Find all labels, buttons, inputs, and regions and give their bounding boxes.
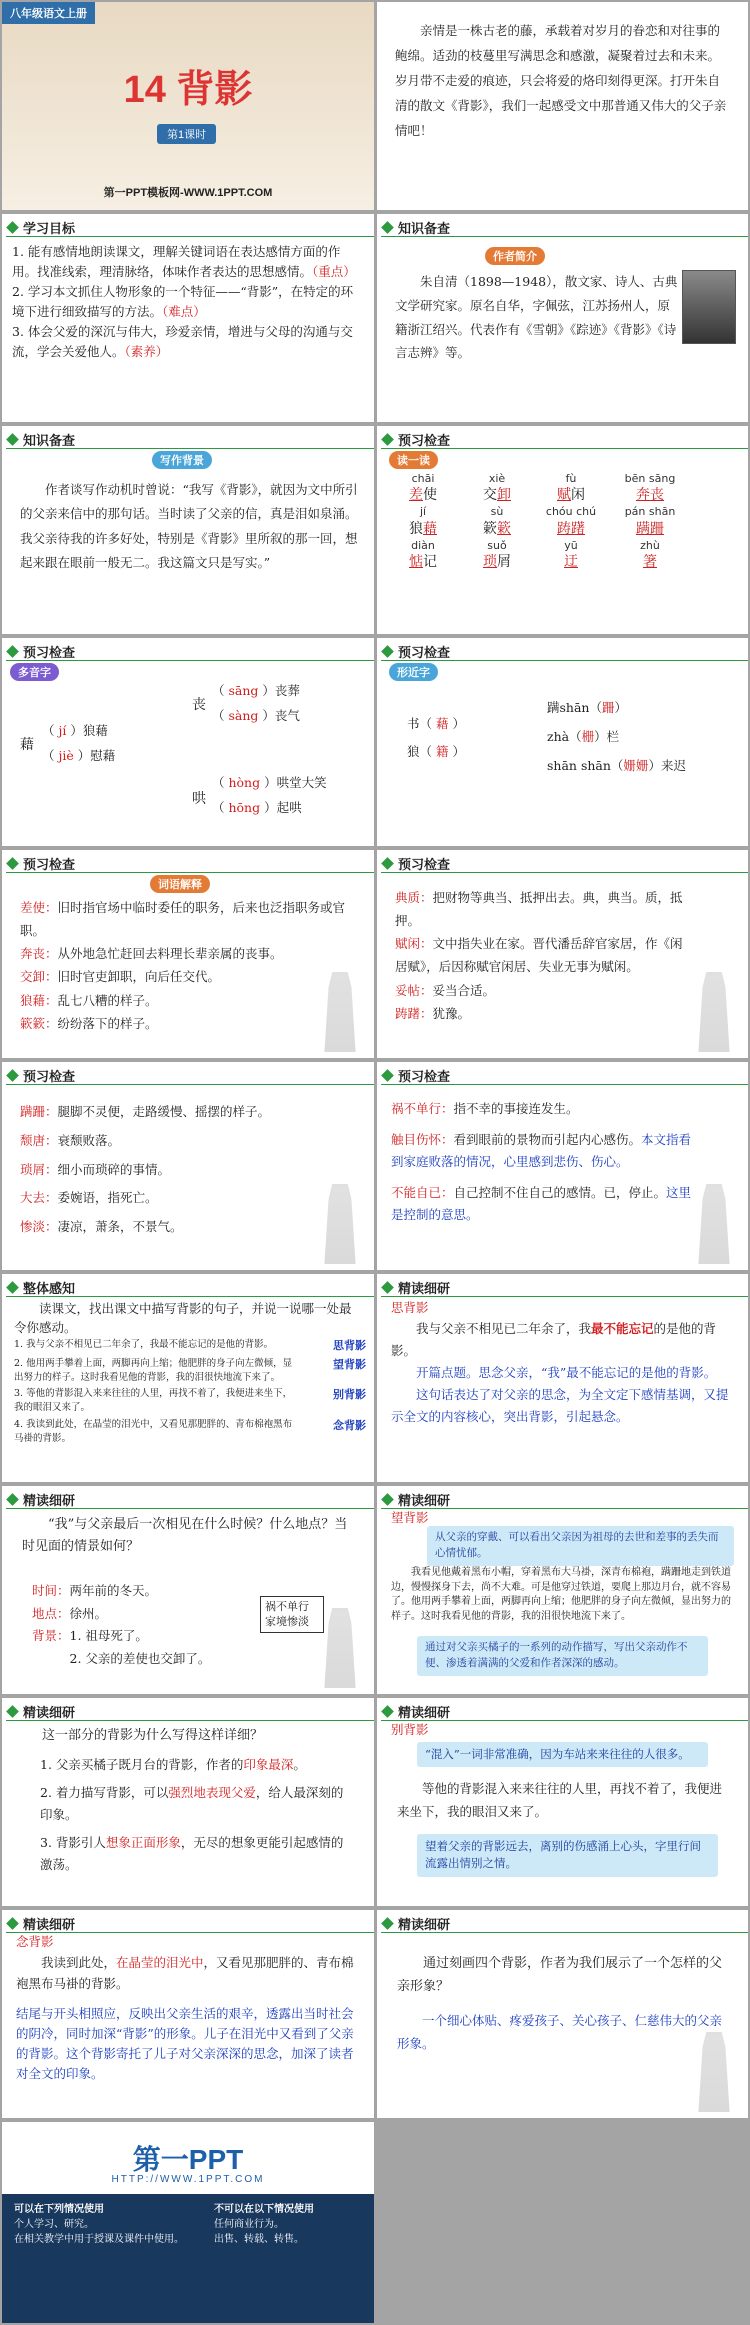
word bbox=[483, 554, 511, 570]
pron-item bbox=[393, 505, 453, 537]
word-part: 赋 bbox=[557, 487, 571, 504]
overall-list bbox=[14, 1338, 366, 1449]
cover-title: 14 背影 bbox=[123, 69, 253, 111]
definition: 把财物等典当、抵押出去。典，典当。质，抵押。 bbox=[395, 890, 683, 929]
lesson-button[interactable]: 第1课时 bbox=[157, 124, 216, 144]
intro-text: 亲情是一株古老的藤，承载着对岁月的眷恋和对往事的鲍绵。适劲的枝蔓里写满思念和感激，凝聚着过去和未来。岁月带不走爱的痕迹，只会将爱的烙印刻得更深。打开朱自清的散文《背影》，我们一起感受文中那普通又伟大的父子亲情吧！ bbox=[395, 23, 727, 138]
term: 惨淡： bbox=[20, 1219, 58, 1234]
word-entry bbox=[20, 1156, 358, 1185]
note-box: “混入”一词非常准确，因为车站来来往往的人很多。 bbox=[417, 1742, 708, 1767]
pinyin: pán shān bbox=[624, 505, 676, 519]
close5-slide: 精读细研 别背影 “混入”一词非常准确，因为车站来来往往的人很多。 等他的背影混入来来往往的人里，再找不着了，我便进来坐下，我的眼泪又来了。 望着父亲的背影远去，离别的伤感涌上心头，字里行间流露出情别之情。 bbox=[377, 1698, 748, 1906]
term: 踌躇： bbox=[395, 1005, 433, 1021]
similar-slide: 预习检查 形近字 书（ 藉 ） 狼（ 籍 ） 蹒shān（跚） zhà（栅）栏 shān shān（姗姗）来迟 bbox=[377, 638, 748, 846]
definition: 凄凉，萧条，不景气。 bbox=[57, 1219, 183, 1234]
overall-slide: 整体感知 读课文，找出课文中描写背影的句子，并说一说哪一处最令你感动。 1. 我与父亲不相见已二年余了，我最不能忘记的是他的背影。 思背影 2. 他用两手攀着上面，两脚再向上缩；他肥胖的身子向左微倾，显出努力的样子。这时我看见他的背影，我的泪很快地流下来了。 望背影 3. 等他的背影混入来来往往的人里，再找不着了，我便进来坐下，我的眼泪又来了。 别背影 4. 我读到此处，在晶莹的泪光中，又看见那肥胖的、青布棉袍黑布马褂的背影。 念背影 bbox=[2, 1274, 374, 1482]
read-chip: 读一读 bbox=[389, 451, 438, 469]
pron-item bbox=[467, 472, 527, 504]
answer-item bbox=[40, 1832, 354, 1876]
question: 这一部分的背影为什么写得这样详细？ bbox=[42, 1728, 264, 1743]
pinyin: chóu chú bbox=[545, 505, 597, 519]
overall-label: 念背影 bbox=[333, 1419, 366, 1432]
words4-slide: 预习检查 祸不单行：指不幸的事接连发生。 触目伤怀：看到眼前的景物而引起内心感伤。本文指看到家庭败落的情况，心里感到悲伤、伤心。 不能自已：自己控制不住自己的感情。已，停止。这里是控制的意思。 bbox=[377, 1062, 748, 1270]
ad-slide: 第一PPT HTTP://WWW.1PPT.COM 可以在下列情况使用 个人学习、研究。 在相关教学中用于授课及课件中使用。 不可以在以下情况使用 任何商业行为。 出售、转载、转售。 bbox=[2, 2122, 374, 2323]
word-part: 闲 bbox=[571, 487, 585, 504]
objectives-slide: 学习目标 1. 能有感情地朗读课文，理解关键词语在表达感情方面的作用。找准线索，理清脉络，体味作者表达的思想感情。（重点） 2. 学习本文抓住人物形象的一个特征——“背影”，在特定的环境下进行细致描写的方法。（难点） 3. 体会父爱的深沉与伟大，珍爱亲情，增进与父母的沟通与交流，学会关爱他人。（素养） bbox=[2, 214, 374, 422]
close-sub: 念背影 bbox=[16, 1934, 54, 1949]
diamond-icon bbox=[6, 857, 19, 870]
word bbox=[557, 521, 585, 537]
close4-slide: 精读细研 这一部分的背影为什么写得这样详细？ 1. 父亲买橘子既月台的背影，作者的印象最深。 2. 着力描写背影，可以强烈地表现父爱，给人最深刻的印象。 3. 背影引人想象正面形象，无尽的想象更能引起感情的激荡。 bbox=[2, 1698, 374, 1906]
author-slide: 知识备查 作者简介 朱自清（1898—1948），散文家、诗人、古典文学研究家。原名自华，字佩弦，江苏扬州人，原籍浙江绍兴。代表作有《雪朝》《踪迹》《背影》《诗言志辨》等。 bbox=[377, 214, 748, 422]
word bbox=[564, 554, 578, 570]
term: 簌簌： bbox=[20, 1015, 58, 1031]
word-list bbox=[20, 1098, 358, 1242]
word-list bbox=[395, 886, 688, 1025]
word-part: 记 bbox=[423, 553, 437, 570]
word-entry bbox=[20, 1012, 358, 1035]
close3-slide: 精读细研 望背影 从父亲的穿戴、可以看出父亲因为祖母的去世和差事的丢失而心情忧郁。 我看见他戴着黑布小帽，穿着黑布大马褂，深青布棉袍，蹒跚地走到铁道边，慢慢探身下去，尚不大难。可是他穿过铁道，要爬上那边月台，就不容易了。他用两手攀着上面，两脚再向上缩；他肥胖的身子向左微倾，显出努力的样子。这时我看见他的背影，我的泪很快地流下来了。 通过对父亲买橘子的一系列的动作描写，写出父亲动作不便、渗透着满满的父爱和作者深深的感动。 bbox=[377, 1486, 748, 1694]
pinyin: sù bbox=[490, 505, 504, 519]
note-box: 从父亲的穿戴、可以看出父亲因为祖母的去世和差事的丢失而心情忧郁。 bbox=[427, 1526, 734, 1566]
answer-part: ，给人最深刻的印象。 bbox=[40, 1784, 344, 1822]
diamond-icon bbox=[6, 1917, 19, 1930]
poly-slide: 预习检查 多音字 藉 （ jí ）狼藉 （ jiè ）慰藉 丧 （ sāng ）丧葬 （ sàng ）丧气 哄 （ hòng ）哄堂大笑 （ hōng ）起哄 bbox=[2, 638, 374, 846]
word bbox=[557, 487, 585, 503]
word bbox=[643, 554, 657, 570]
word-part: 交 bbox=[483, 487, 497, 504]
diamond-icon bbox=[381, 1069, 394, 1082]
diamond-icon bbox=[6, 1069, 19, 1082]
figure-decoration bbox=[688, 1164, 740, 1264]
word-part: 惦 bbox=[409, 553, 423, 570]
pinyin: diàn bbox=[411, 538, 435, 552]
word-part: 箸 bbox=[643, 553, 657, 570]
diamond-icon bbox=[381, 433, 394, 446]
answer: 一个细心体贴、疼爱孩子、关心孩子、仁慈伟大的父亲形象。 bbox=[397, 2013, 723, 2051]
pinyin: fù bbox=[565, 472, 577, 485]
diamond-icon bbox=[381, 1917, 394, 1930]
similar-chip: 形近字 bbox=[389, 663, 438, 681]
pron-item bbox=[467, 505, 527, 537]
definition: 腿脚不灵便，走路缓慢、摇摆的样子。 bbox=[57, 1104, 271, 1119]
word-part: 屑 bbox=[497, 553, 511, 570]
word-entry bbox=[391, 1129, 694, 1174]
logo-url[interactable]: HTTP://WWW.1PPT.COM bbox=[111, 2174, 265, 2185]
poly-char: 丧 bbox=[192, 697, 206, 713]
term: 妥帖： bbox=[395, 982, 433, 998]
grade-tag: 八年级语文上册 bbox=[2, 2, 95, 24]
words2-slide: 预习检查 典质：把财物等典当、抵押出去。典，典当。质，抵押。 赋闲：文中指失业在家。晋代潘岳辞官家居，作《闲居赋》，后因称赋官闲居、失业无事为赋闲。 妥帖：妥当合适。 踌躇：犹豫。 bbox=[377, 850, 748, 1058]
words3-slide: 预习检查 蹒跚：腿脚不灵便，走路缓慢、摇摆的样子。 颓唐：衰颓败落。 琐屑：细小而琐碎的事情。 大去：委婉语，指死亡。 惨淡：凄凉，萧条，不景气。 bbox=[2, 1062, 374, 1270]
term: 大去： bbox=[20, 1190, 58, 1206]
word-part: 使 bbox=[423, 487, 437, 504]
passage: 等他的背影混入来来往往的人里，再找不着了，我便进来坐下，我的眼泪又来了。 bbox=[397, 1781, 723, 1819]
overall-item bbox=[14, 1338, 366, 1354]
pinyin: zhù bbox=[640, 538, 660, 552]
definition: 乱七八糟的样子。 bbox=[57, 992, 158, 1008]
overall-label: 别背影 bbox=[333, 1388, 366, 1402]
diamond-icon bbox=[6, 1705, 19, 1718]
cover-slide bbox=[2, 2, 374, 210]
term: 典质： bbox=[395, 890, 433, 905]
word bbox=[483, 521, 511, 537]
background-text: 作者谈写作动机时曾说：“我写《背影》，就因为文中所引的父亲来信中的那句话。当时读了父亲的信，真是泪如泉涌。我父亲待我的许多好处，特别是《背影》里所叙的那一回，想起来跟在眼前一般无二。我这篇文只是写实。” bbox=[20, 482, 358, 571]
definition: 衰颓败落。 bbox=[57, 1132, 121, 1148]
definition: 自己控制不住自己的感情。已，停止。 bbox=[453, 1184, 667, 1200]
definition: 旧时官吏卸职，向后任交代。 bbox=[57, 969, 221, 985]
word bbox=[636, 521, 664, 537]
term: 交卸： bbox=[20, 969, 58, 985]
overall-item bbox=[14, 1418, 366, 1446]
close2-slide: 精读细研 “我”与父亲最后一次相见在什么时候？什么地点？当时见面的情景如何？ 时间：两年前的冬天。 地点：徐州。 背景：1. 祖母死了。 2. 父亲的差使也交卸了。 祸不单行 家境惨淡 bbox=[2, 1486, 374, 1694]
answer-key: 想象正面形象 bbox=[105, 1834, 181, 1850]
pron-item bbox=[393, 472, 453, 504]
close-sub: 思背影 bbox=[391, 1300, 429, 1315]
answer-item bbox=[40, 1782, 354, 1826]
term: 琐屑： bbox=[20, 1161, 58, 1177]
definition: 旧时指官场中临时委任的职务，后来也泛指职务或官职。 bbox=[20, 900, 346, 939]
word-entry bbox=[20, 989, 358, 1012]
pinyin: suǒ bbox=[487, 538, 507, 552]
word-part: 奔丧 bbox=[636, 487, 664, 504]
term: 不能自已： bbox=[391, 1184, 454, 1200]
diamond-icon bbox=[6, 645, 19, 658]
diamond-icon bbox=[6, 1281, 19, 1294]
word-entry bbox=[20, 1184, 358, 1213]
overall-text: 1. 我与父亲不相见已二年余了，我最不能忘记的是他的背影。 bbox=[14, 1339, 274, 1350]
overall-text: 4. 我读到此处，在晶莹的泪光中，又看见那肥胖的、青布棉袍黑布马褂的背影。 bbox=[14, 1419, 293, 1444]
words-chip: 词语解释 bbox=[150, 875, 210, 893]
answer-key: 强烈地表现父爱 bbox=[168, 1784, 256, 1800]
answer-part: ，无尽的想象更能引起感情的激荡。 bbox=[40, 1834, 344, 1872]
word bbox=[409, 554, 437, 570]
word-entry bbox=[395, 932, 688, 978]
author-text: 朱自清（1898—1948），散文家、诗人、古典文学研究家。原名自华，字佩弦，江苏扬州人，原籍浙江绍兴。代表作有《雪朝》《踪迹》《背影》《诗言志辨》等。 bbox=[395, 274, 678, 361]
poly-char: 哄 bbox=[192, 791, 206, 807]
answer-part: 3. 背影引人 bbox=[40, 1834, 106, 1850]
pronunciation-list bbox=[393, 472, 740, 572]
word-entry bbox=[395, 979, 688, 1002]
diamond-icon bbox=[381, 1281, 394, 1294]
word-part: 狼 bbox=[409, 520, 423, 537]
definition: 纷纷落下的样子。 bbox=[57, 1015, 158, 1031]
overall-text: 2. 他用两手攀着上面，两脚再向上缩；他肥胖的身子向左微倾，显出努力的样子。这时我看见他的背影，我的泪很快地流下来了。 bbox=[14, 1357, 293, 1383]
passage: 我看见他戴着黑布小帽，穿着黑布大马褂，深青布棉袍，蹒跚地走到铁道边，慢慢探身下去，尚不大难。可是他穿过铁道，要爬上那边月台，就不容易了。他用两手攀着上面，两脚再向上缩；他肥胖的身子向左微倾，显出努力的样子。这时我看见他的背影，我的泪很快地流下来了。 bbox=[391, 1567, 731, 1622]
intro-slide bbox=[377, 2, 748, 210]
pron-item bbox=[467, 539, 527, 571]
diamond-icon bbox=[381, 1705, 394, 1718]
summary-box: 祸不单行 家境惨淡 bbox=[260, 1596, 324, 1633]
term: 奔丧： bbox=[20, 946, 58, 962]
overall-label: 望背影 bbox=[333, 1357, 366, 1371]
diamond-icon bbox=[381, 221, 394, 234]
note-box: 通过对父亲买橘子的一系列的动作描写，写出父亲动作不便、渗透着满满的父爱和作者深深的感动。 bbox=[417, 1636, 708, 1676]
answer-item bbox=[40, 1754, 354, 1776]
author-chip: 作者简介 bbox=[477, 246, 553, 266]
word bbox=[409, 521, 437, 537]
pron-item bbox=[541, 472, 601, 504]
word-list bbox=[391, 1098, 694, 1235]
word-entry bbox=[20, 1098, 358, 1127]
word-part: 踌躇 bbox=[557, 520, 585, 537]
definition: 委婉语，指死亡。 bbox=[57, 1190, 158, 1206]
note: 结尾与开头相照应，反映出父亲生活的艰辛，透露出当时社会的阴冷，同时加深“背影”的形象。儿子在泪光中又看到了父亲的背影。这个背影寄托了儿子对父亲深深的思念，加深了读者对全文的印象。 bbox=[16, 2006, 354, 2081]
word bbox=[483, 487, 511, 503]
read-slide: 预习检查 读一读 chāi 差使 xiè 交卸 fù 赋闲 bēn sāng 奔丧 jí 狼藉 sù 簌簌 chóu chú 踌躇 pán shān 蹒跚 diàn 惦记 suǒ 琐屑 yū 迂 zhù 箸 bbox=[377, 426, 748, 634]
cover-source: 第一PPT模板网-WWW.1PPT.COM bbox=[103, 187, 273, 199]
word-entry bbox=[391, 1098, 694, 1121]
pron-item bbox=[541, 505, 601, 537]
word-entry bbox=[20, 1213, 358, 1242]
note-box: 望着父亲的背影远去，离别的伤感涌上心头，字里行间流露出情别之情。 bbox=[417, 1834, 718, 1877]
definition: 从外地急忙赶回去料理长辈亲属的丧事。 bbox=[57, 946, 283, 962]
overall-intro: 读课文，找出课文中描写背影的句子，并说一说哪一处最令你感动。 bbox=[14, 1301, 352, 1335]
word-part: 蹒跚 bbox=[636, 520, 664, 537]
diamond-icon bbox=[6, 221, 19, 234]
close7-slide: 精读细研 通过刻画四个背影，作者为我们展示了一个怎样的父亲形象？ 一个细心体贴、疼爱孩子、关心孩子、仁慈伟大的父亲形象。 bbox=[377, 1910, 748, 2118]
pinyin: xiè bbox=[488, 472, 506, 485]
term: 狼藉： bbox=[20, 992, 58, 1008]
word-part: 琐 bbox=[483, 553, 497, 570]
definition: 妥当合适。 bbox=[432, 982, 496, 998]
overall-label: 思背影 bbox=[333, 1339, 366, 1352]
word-entry bbox=[391, 1182, 694, 1227]
diamond-icon bbox=[381, 645, 394, 658]
pinyin: jí bbox=[419, 505, 427, 519]
answer-part: 1. 父亲买橘子既月台的背影，作者的 bbox=[40, 1757, 244, 1772]
term: 差使： bbox=[20, 900, 58, 915]
word-part: 簌 bbox=[483, 520, 497, 537]
word-entry bbox=[20, 1127, 358, 1156]
close-sub: 望背影 bbox=[391, 1510, 429, 1525]
diamond-icon bbox=[381, 857, 394, 870]
diamond-icon bbox=[381, 1493, 394, 1506]
term: 蹒跚： bbox=[20, 1104, 58, 1119]
extra: 本文指看到家庭败落的情况，心里感到悲伤、伤心。 bbox=[391, 1131, 692, 1169]
diamond-icon bbox=[6, 1493, 19, 1506]
section-header: 学习目标 bbox=[6, 218, 75, 237]
logo: 第一PPT bbox=[132, 2144, 244, 2175]
author-portrait bbox=[682, 270, 736, 344]
pinyin: bēn sāng bbox=[624, 472, 676, 485]
word-part: 卸 bbox=[497, 487, 511, 504]
words1-slide: 预习检查 词语解释 差使：旧时指官场中临时委任的职务，后来也泛指职务或官职。 奔丧：从外地急忙赶回去料理长辈亲属的丧事。 交卸：旧时官吏卸职，向后任交代。 狼藉：乱七八糟的样子。 簌簌：纷纷落下的样子。 bbox=[2, 850, 374, 1058]
pron-item bbox=[615, 539, 685, 571]
answer-list bbox=[40, 1754, 354, 1881]
definition: 看到眼前的景物而引起内心感伤。 bbox=[453, 1131, 642, 1147]
definition: 细小而琐碎的事情。 bbox=[57, 1161, 171, 1177]
word-part: 簌 bbox=[497, 520, 511, 537]
close-sub: 别背影 bbox=[391, 1722, 429, 1737]
figure-decoration bbox=[688, 952, 740, 1052]
word bbox=[636, 487, 664, 503]
term: 赋闲： bbox=[395, 936, 433, 952]
word-entry bbox=[20, 896, 358, 942]
definition: 文中指失业在家。晋代潘岳辞官家居，作《闲居赋》，后因称赋官闲居、失业无事为赋闲。 bbox=[395, 936, 683, 975]
answer-part: 2. 着力描写背影，可以 bbox=[40, 1784, 169, 1800]
question: 通过刻画四个背影，作者为我们展示了一个怎样的父亲形象？ bbox=[397, 1956, 723, 1995]
word-entry bbox=[20, 965, 358, 988]
overall-item bbox=[14, 1357, 366, 1385]
pron-item bbox=[615, 472, 685, 504]
answer-key: 印象最深 bbox=[243, 1757, 294, 1772]
definition: 犹豫。 bbox=[432, 1005, 471, 1021]
word-entry bbox=[395, 886, 688, 932]
diamond-icon bbox=[6, 433, 19, 446]
overall-item bbox=[14, 1387, 366, 1415]
background-slide: 知识备查 写作背景 作者谈写作动机时曾说：“我写《背影》，就因为文中所引的父亲来信中的那句话。当时读了父亲的信，真是泪如泉涌。我父亲待我的许多好处，特别是《背影》里所叙的那一回，想起来跟在眼前一般无二。我这篇文只是写实。” bbox=[2, 426, 374, 634]
word-part: 藉 bbox=[423, 520, 437, 537]
pron-item bbox=[615, 505, 685, 537]
overall-text: 3. 等他的背影混入来来往往的人里，再找不着了，我便进来坐下，我的眼泪又来了。 bbox=[14, 1388, 293, 1414]
word bbox=[409, 487, 437, 503]
close1-slide: 精读细研 思背影 我与父亲不相见已二年余了，我最不能忘记的是他的背影。 开篇点题。思念父亲，“我”最不能忘记的是他的背影。 这句话表达了对父亲的思念，为全文定下感情基调，又提示全文的内容核心，突出背影，引起悬念。 bbox=[377, 1274, 748, 1482]
question: “我”与父亲最后一次相见在什么时候？什么地点？当时见面的情景如何？ bbox=[22, 1517, 348, 1555]
word-entry bbox=[395, 1002, 688, 1025]
answer-part: 。 bbox=[293, 1757, 306, 1772]
poly-chip: 多音字 bbox=[10, 663, 59, 681]
definition: 指不幸的事接连发生。 bbox=[453, 1101, 579, 1116]
close6-slide: 精读细研 念背影 我读到此处，在晶莹的泪光中，又看见那肥胖的、青布棉袍黑布马褂的背影。 结尾与开头相照应，反映出父亲生活的艰辛，透露出当时社会的阴冷，同时加深“背影”的形象。儿子在泪光中又看到了父亲的背影。这个背影寄托了儿子对父亲深深的思念，加深了读者对全文的印象。 bbox=[2, 1910, 374, 2118]
pron-item bbox=[393, 539, 453, 571]
word-part: 差 bbox=[409, 487, 423, 504]
term: 颓唐： bbox=[20, 1132, 58, 1148]
term: 祸不单行： bbox=[391, 1101, 454, 1116]
pinyin: yū bbox=[564, 538, 578, 552]
poly-char: 藉 bbox=[20, 737, 34, 753]
background-chip: 写作背景 bbox=[152, 451, 212, 469]
term: 触目伤怀： bbox=[391, 1131, 454, 1147]
extra: 这里是控制的意思。 bbox=[391, 1184, 692, 1222]
word-entry bbox=[20, 942, 358, 965]
word-list bbox=[20, 896, 358, 1035]
pron-item bbox=[541, 539, 601, 571]
word-part: 迂 bbox=[564, 553, 578, 570]
pinyin: chāi bbox=[411, 472, 435, 485]
